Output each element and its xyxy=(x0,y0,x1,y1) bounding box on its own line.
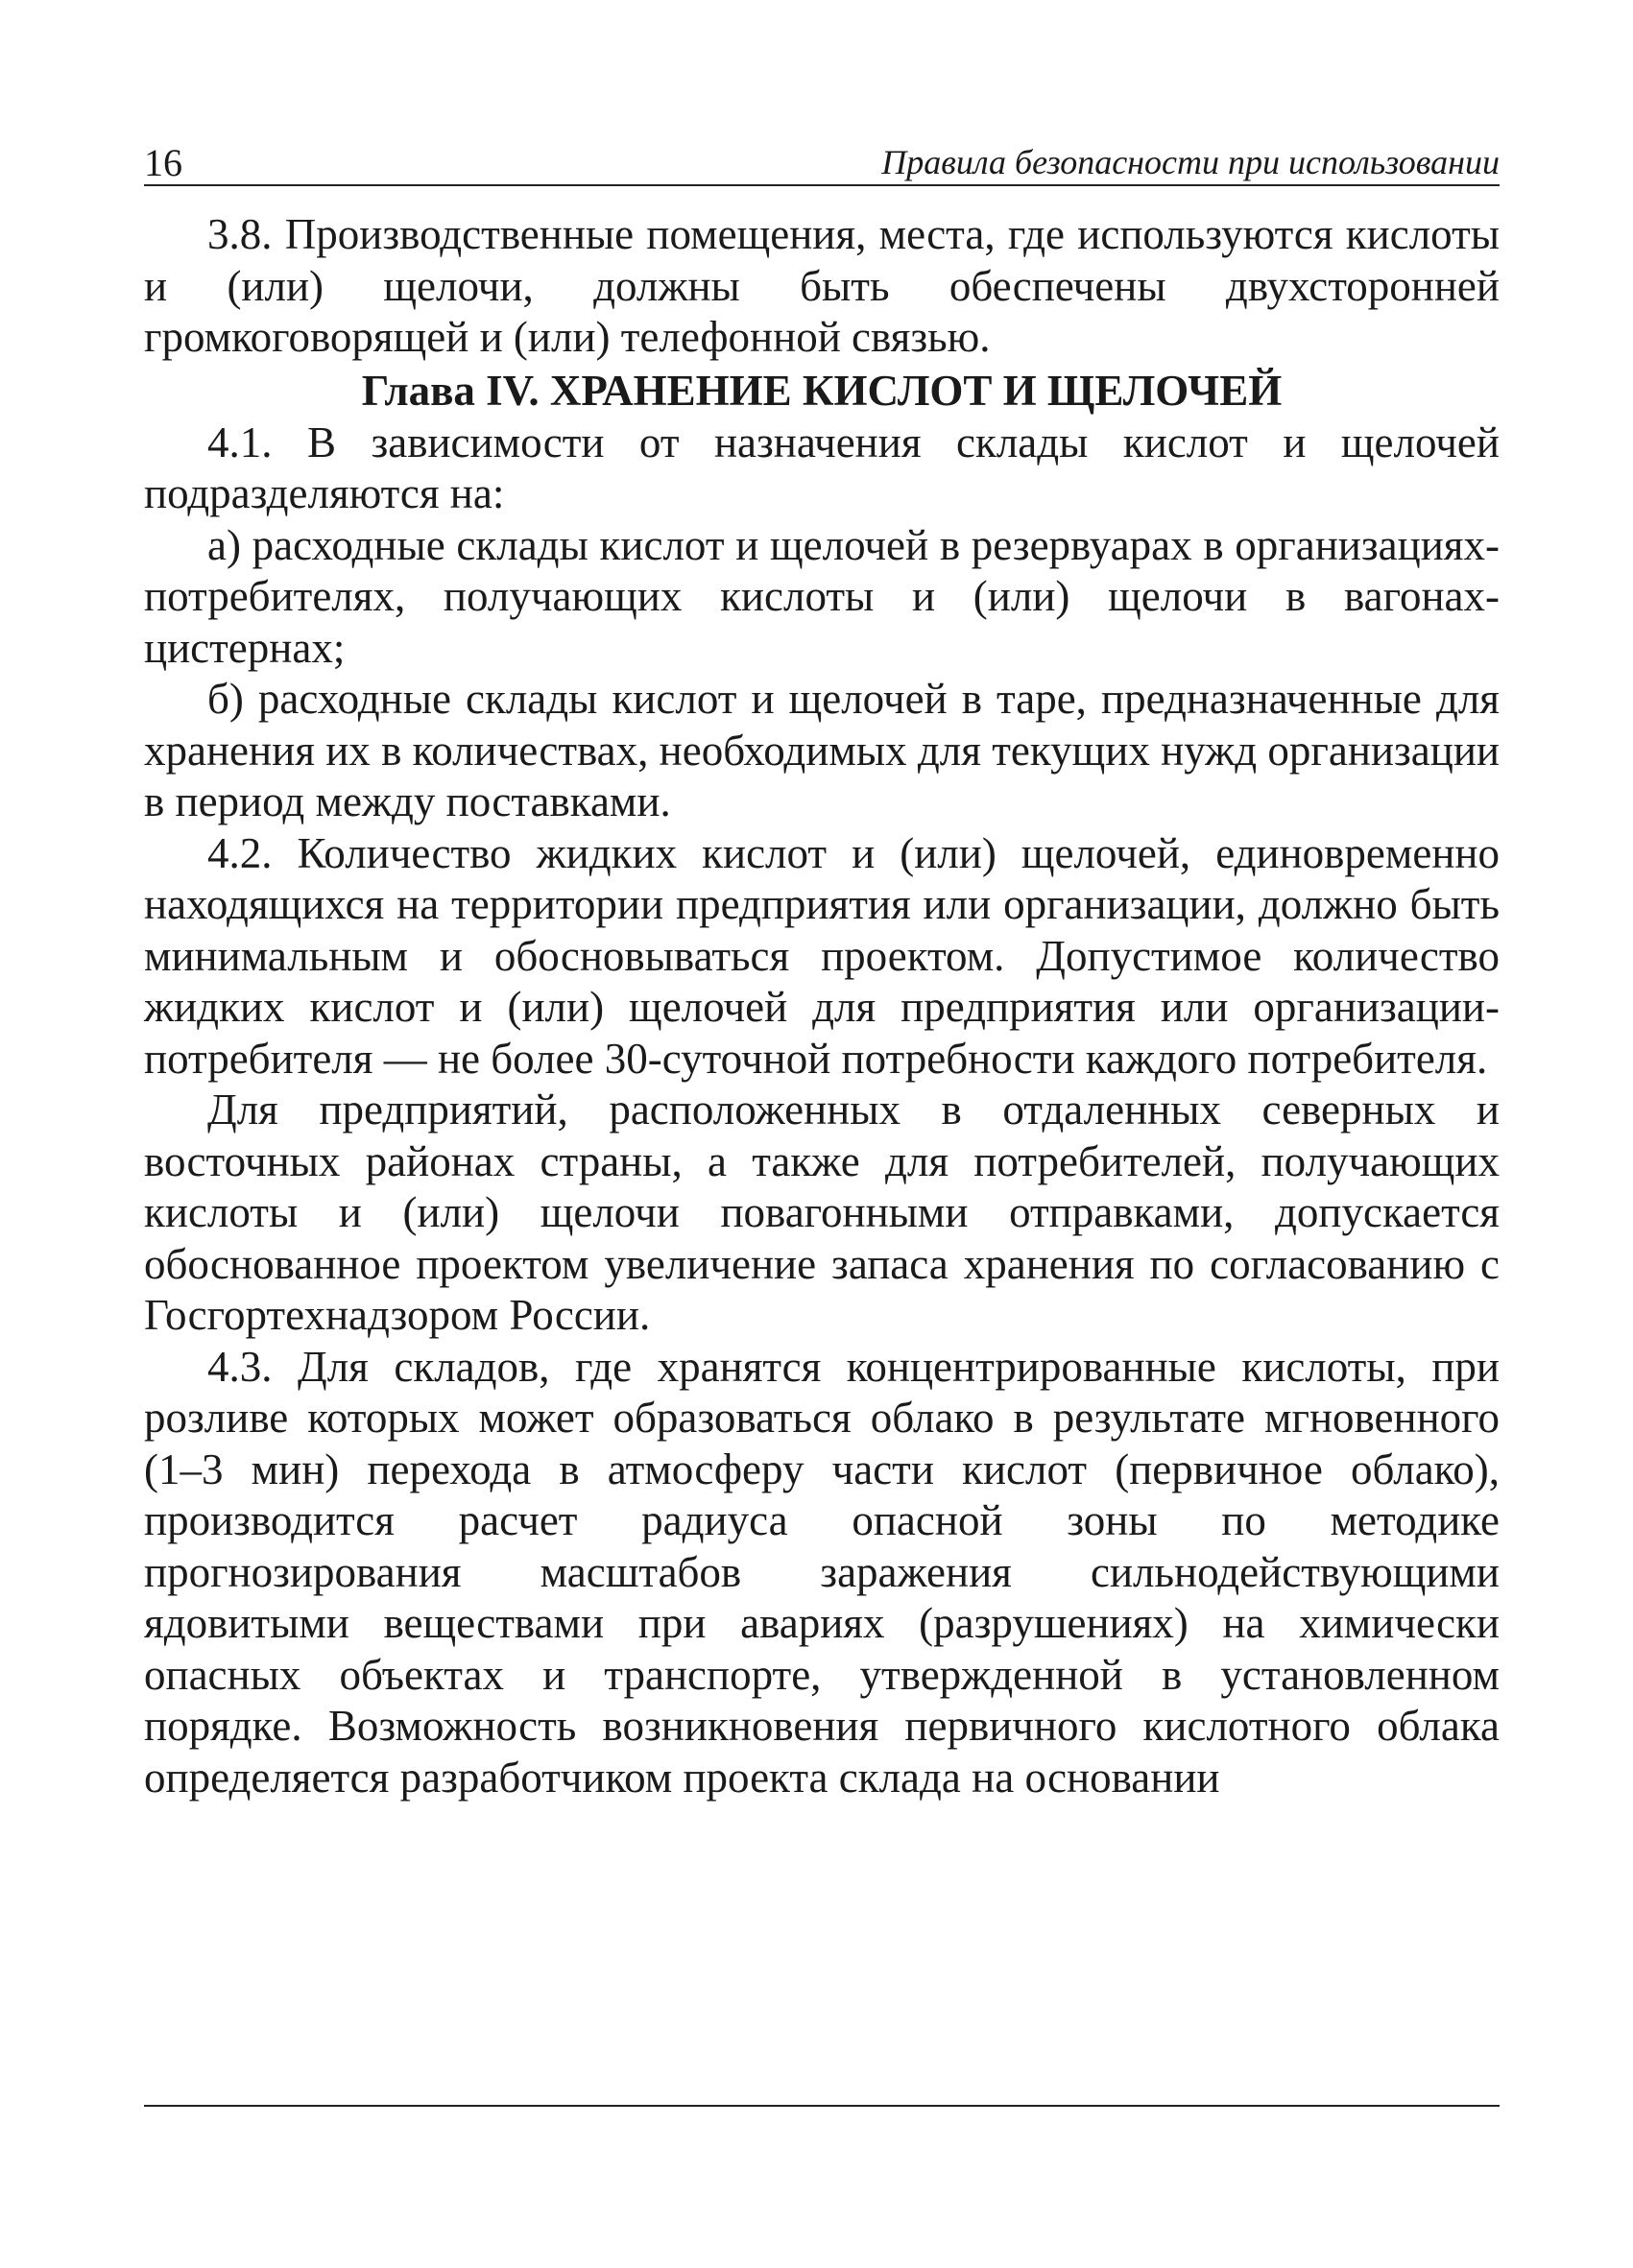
paragraph-4-2-north: Для предприятий, расположенных в отдаленных северных и восточных районах страны, а также для потребителей, получающих кислоты и (или) щелочи повагонными отправками, допускается обоснованное проектом увеличение запаса хранения по согласованию с Госгортехнадзором России. xyxy=(144,1086,1500,1339)
paragraph-4-2: 4.2. Количество жидких кислот и (или) щелочей, единовременно находящихся на территории предприятия или организации, должно быть минимальным и обосновываться проектом. Допустимое количество жидких кислот и (или) щелочей для предприятия или организации-потребителя — не более 30-суточной потребности каждого потребителя. xyxy=(144,828,1500,1083)
paragraph-4-3: 4.3. Для складов, где хранятся концентрированные кислоты, при розливе которых может образоваться облако в результате мгновенного (1–3 мин) перехода в атмосферу части кислот (первичное облако), производится расчет радиуса опасной зоны по методике прогнозирования масштабов заражения сильнодействующими ядовитыми веществами при авариях (разрушениях) на химически опасных объектах и транспорте, утвержденной в установленном порядке. Возможность возникновения первичного кислотного облака определяется разработчиком проекта склада на основании xyxy=(144,1342,1500,1802)
page-number: 16 xyxy=(144,141,182,184)
running-title: Правила безопасности при использовании xyxy=(881,143,1500,181)
document-page xyxy=(144,134,1500,1803)
paragraph-4-1: 4.1. В зависимости от назначения склады кислот и щелочей подразделяются на: xyxy=(144,418,1500,517)
running-header xyxy=(144,134,1500,186)
chapter-title: Глава IV. ХРАНЕНИЕ КИСЛОТ И ЩЕЛОЧЕЙ xyxy=(361,366,1283,415)
paragraph-4-1-a: а) расходные склады кислот и щелочей в резервуарах в организациях-потребителях, получающих кислоты и (или) щелочи в вагонах-цистернах; xyxy=(144,520,1500,672)
body-text xyxy=(144,209,1500,1803)
paragraph-4-1-b: б) расходные склады кислот и щелочей в таре, предназначенные для хранения их в количествах, необходимых для текущих нужд организации в период между поставками. xyxy=(144,675,1500,825)
footnote-rule xyxy=(144,2105,1500,2107)
paragraph-3-8: 3.8. Производственные помещения, места, где используются кислоты и (или) щелочи, должны быть обеспечены двухсторонней громкоговорящей и (или) телефонной связью. xyxy=(144,210,1500,361)
